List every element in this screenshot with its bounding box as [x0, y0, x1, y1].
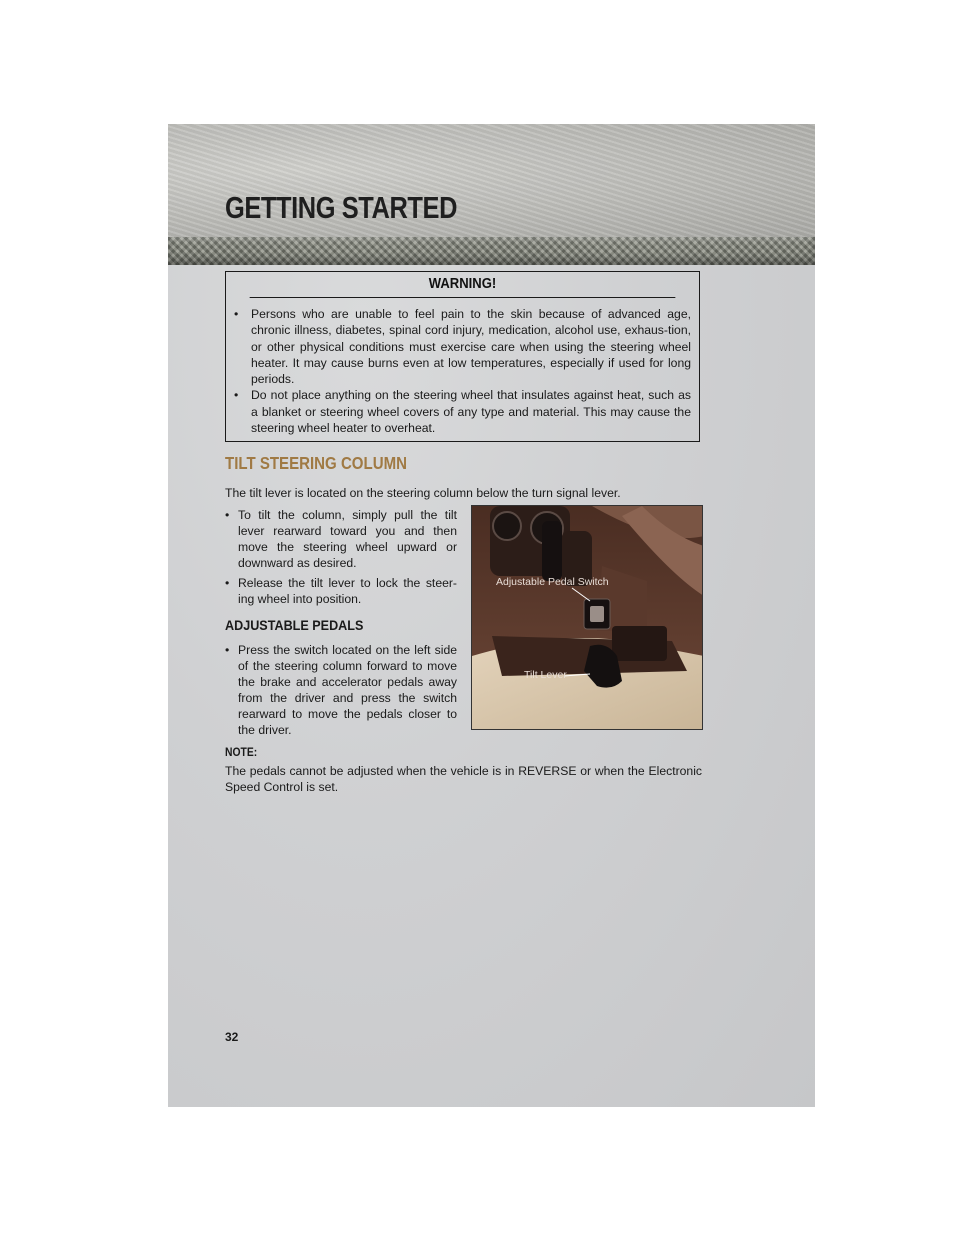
- bullet-icon: •: [225, 576, 230, 590]
- warning-title: WARNING!: [250, 272, 676, 298]
- steering-column-photo: [471, 505, 703, 730]
- pedals-item-text: Press the switch located on the left side of the steering column forward to move the brake and accelerator pedals away from the driver and press the switch rearward to move the pedals closer to the driver.: [238, 643, 457, 737]
- note-label: NOTE:: [225, 747, 258, 759]
- warning-box: [225, 271, 700, 442]
- note-text: The pedals cannot be adjusted when the vehicle is in REVERSE or when the Electronic Speed Control is set.: [225, 764, 702, 794]
- pedal-switch-callout: Adjustable Pedal Switch: [496, 576, 609, 588]
- manual-page: [168, 124, 815, 1107]
- page-title: GETTING STARTED: [225, 190, 458, 225]
- bullet-icon: •: [225, 508, 230, 522]
- tilt-item-text: Release the tilt lever to lock the steer-ing wheel into position.: [238, 576, 457, 606]
- tilt-item: [225, 507, 457, 571]
- tilt-list: [225, 507, 457, 611]
- warning-item-text: Persons who are unable to feel pain to the skin because of advanced age, chronic illness, diabetes, spinal cord injury, medication, alcohol use, exhaus-tion, or other physical conditions must exercise care when using the steering wheel heater. It may cause burns even at low temperatures, especially if used for long periods.: [251, 307, 691, 387]
- page-header: [168, 124, 815, 237]
- warning-item: [234, 387, 691, 436]
- pedals-item: [225, 642, 457, 738]
- bullet-icon: •: [234, 307, 239, 321]
- pedals-list: [225, 642, 457, 742]
- pedals-heading: ADJUSTABLE PEDALS: [225, 617, 364, 633]
- header-stripe: [168, 237, 815, 265]
- bullet-icon: •: [225, 643, 230, 657]
- tilt-heading: TILT STEERING COLUMN: [225, 453, 407, 473]
- page-number: 32: [225, 1030, 239, 1044]
- bullet-icon: •: [234, 388, 239, 403]
- steering-column-illustration: [472, 506, 703, 730]
- tilt-item: [225, 575, 457, 607]
- tilt-item-text: To tilt the column, simply pull the tilt lever rearward toward you and then move the steering wheel upward or downward as desired.: [238, 508, 457, 570]
- tilt-intro: The tilt lever is located on the steering column below the turn signal lever.: [225, 486, 621, 500]
- tilt-lever-callout: Tilt Lever: [524, 669, 567, 681]
- warning-item: [234, 306, 691, 387]
- warning-list: [226, 298, 699, 436]
- warning-item-text: Do not place anything on the steering wheel that insulates against heat, such as a blanket or steering wheel covers of any type and material. This may cause the steering wheel heater to overheat.: [251, 388, 691, 436]
